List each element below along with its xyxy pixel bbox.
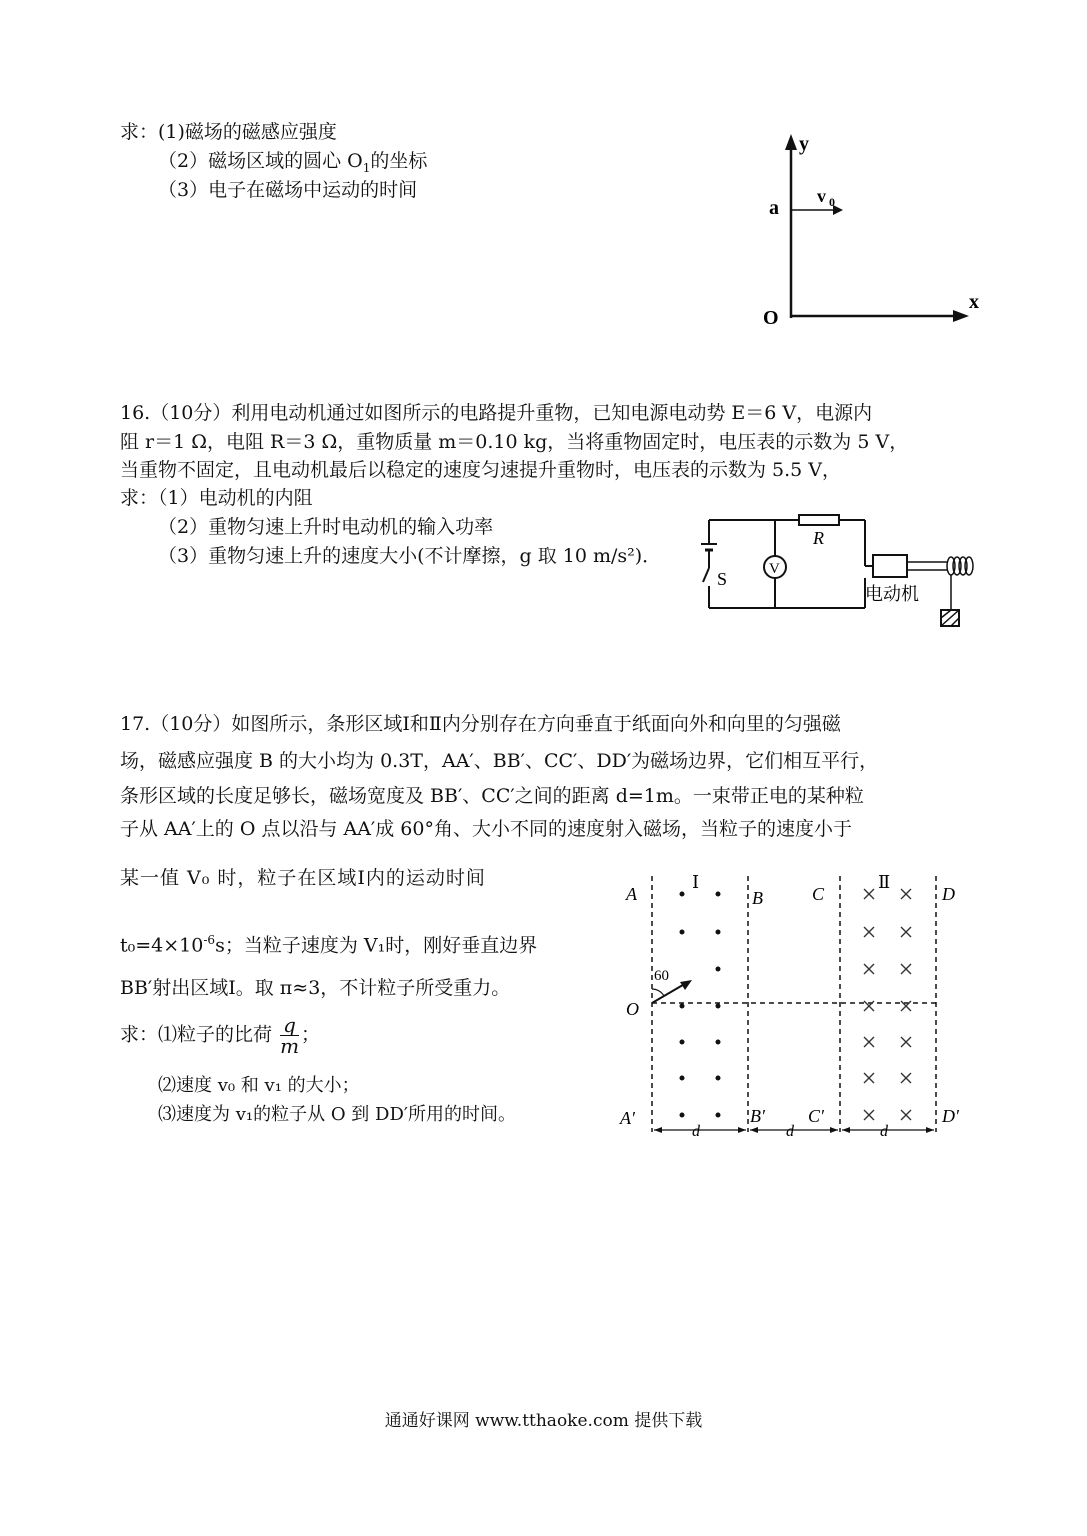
label-D: D [942,884,955,904]
q15-part3: （3）电子在磁场中运动的时间 [158,179,418,201]
q17-line-6 [120,928,537,957]
q17-ask-1-tail: ； [301,1023,321,1046]
q17-line-8 [120,1015,320,1056]
q16-line-4: 求：（1）电动机的内阻 [120,487,313,509]
velocity-sub: 0 [829,195,835,209]
page-footer: 通通好课网 www.tthaoke.com 提供下载 [384,1411,703,1431]
label-region-1: Ⅰ [692,872,700,892]
axis-y-label: y [799,133,809,155]
label-A-prime: A′ [620,1108,635,1128]
q17-line-2: 场，磁感应强度 B 的大小均为 0.3T，AA′、BB′、CC′、DD′为磁场边界，它们相互平行， [120,750,879,772]
q17-t0: t₀=4×10 [120,934,204,957]
origin-label: O [763,307,779,329]
q15-axes-figure [755,128,995,333]
ratio-denominator: m [280,1034,300,1058]
q16-line-2: 阻 r＝1 Ω，电阻 R＝3 Ω，重物质量 m＝0.10 kg，当将重物固定时，电压表的示数为 5 V， [120,431,909,453]
q17-line-4: 子从 AA′上的 O 点以沿与 AA′成 60°角、大小不同的速度射入磁场，当粒子的速度小于 [120,818,852,840]
q17-t0-exp: -6 [203,933,216,947]
ratio-numerator: q [280,1015,299,1036]
q17-field-figure [618,868,980,1140]
q17-line-3: 条形区域的长度足够长，磁场宽度及 BB′、CC′之间的距离 d=1m。一束带正电的某种粒 [120,785,864,807]
label-C-prime: C′ [808,1106,824,1126]
angle-arc [652,989,664,996]
label-B-prime: B′ [750,1106,765,1126]
label-A: A [626,884,637,904]
q15-part2 [158,149,427,180]
velocity-label: v [817,186,826,206]
switch-s [703,568,709,582]
label-O: O [626,999,639,1019]
motor [873,555,907,577]
label-D-prime: D′ [942,1106,959,1126]
q17-ask-1: 求：⑴粒子的比荷 [120,1023,273,1046]
resistor-label: R [813,528,824,548]
motor-label: 电动机 [865,584,919,604]
region-2-crosses [864,889,911,1120]
q16-line-3: 当重物不固定，且电动机最后以稳定的速度匀速提升重物时，电压表的示数为 5.5 V， [120,459,842,481]
q17-line-10: ⑶速度为 v₁的粒子从 O 到 DD′所用的时间。 [158,1104,516,1125]
q16-circuit-figure [695,508,985,636]
q16-line-5: （2）重物匀速上升时电动机的输入功率 [158,516,494,538]
point-a-label: a [769,197,779,219]
label-angle: 60 [654,968,669,984]
q17-line-5: 某一值 V₀ 时，粒子在区域Ⅰ内的运动时间 [120,867,486,889]
label-C: C [812,884,825,904]
axis-x-label: x [969,291,979,313]
q17-line-1: 17.（10分）如图所示，条形区域Ⅰ和Ⅱ内分别存在方向垂直于纸面向外和向里的匀强磁 [120,713,841,735]
q15-part2-text: （2）磁场区域的圆心 O [158,150,363,172]
label-d-3: d [880,1123,888,1140]
label-region-2: Ⅱ [878,872,891,892]
voltmeter-label: V [769,561,780,577]
q17-line-7: BB′射出区域Ⅰ。取 π≈3，不计粒子所受重力。 [120,977,511,999]
switch-label: S [717,569,728,589]
q17-line-6-tail: s；当粒子速度为 V₁时，刚好垂直边界 [215,934,538,957]
label-d-2: d [786,1123,794,1140]
region-1-dots [680,892,721,1118]
label-d-1: d [692,1123,700,1140]
q17-line-9: ⑵速度 v₀ 和 v₁ 的大小； [158,1075,360,1096]
resistor-r [799,515,839,525]
q15-part2-tail: 的坐标 [370,150,428,172]
q16-line-1: 16.（10分）利用电动机通过如图所示的电路提升重物，已知电源电动势 E＝6 V，电源内 [120,402,873,424]
label-B: B [752,888,763,908]
charge-mass-ratio [280,1015,299,1056]
q16-line-6: （3）重物匀速上升的速度大小(不计摩擦，g 取 10 m/s²)． [158,545,662,567]
q15-part2-sub: 1 [362,160,371,175]
q15-ask: 求：(1)磁场的磁感应强度 [120,121,337,143]
